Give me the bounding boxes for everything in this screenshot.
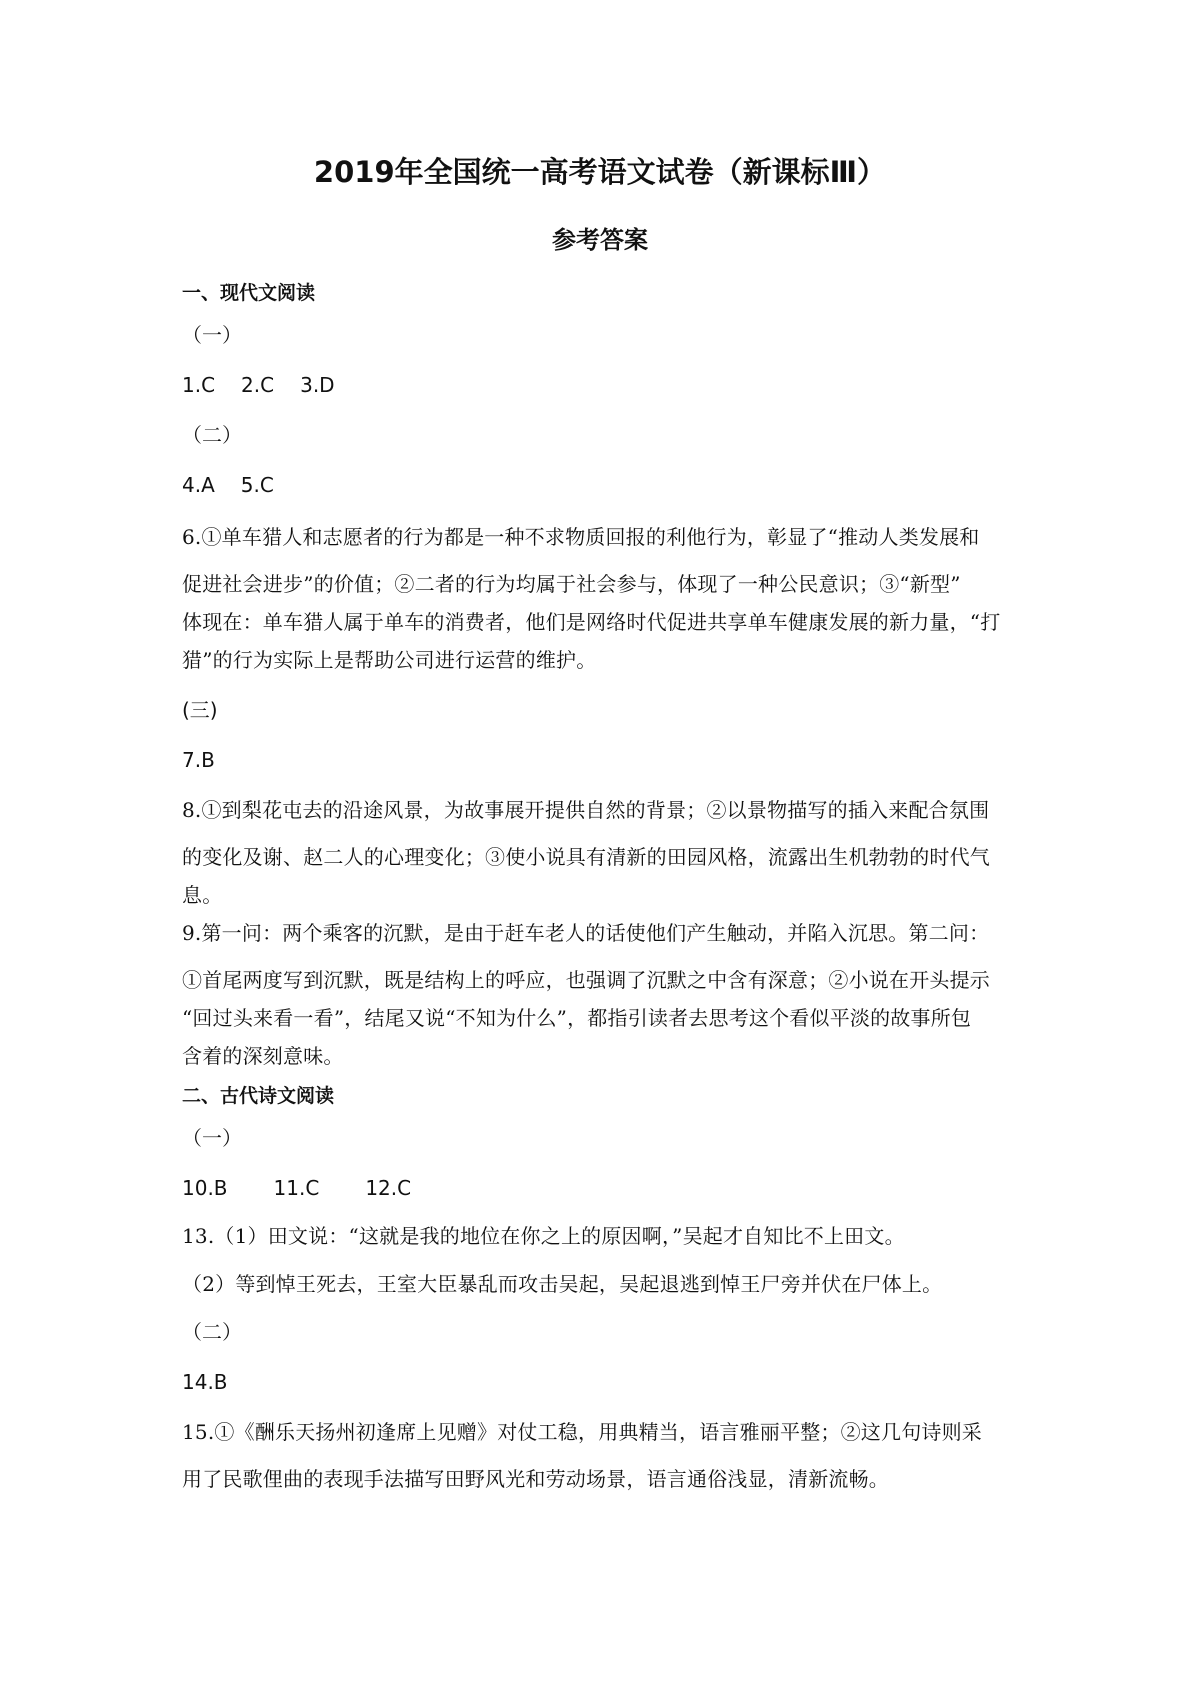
answer-item: 1.C	[182, 373, 216, 397]
paragraph-line: 促进社会进步”的价值；②二者的行为均属于社会参与，体现了一种公民意识；③“新型”	[182, 572, 961, 596]
paragraph-line: 9.第一问：两个乘客的沉默，是由于赶车老人的话使他们产生触动，并陷入沉思。第二问：	[182, 921, 990, 945]
answer-q13-1: 13.（1）田文说：“这就是我的地位在你之上的原因啊，”吴起才自知比不上田文。	[182, 1224, 905, 1248]
answer-row-4-5	[182, 470, 1022, 500]
answer-q6	[182, 522, 1022, 675]
answer-item: 12.C	[365, 1176, 412, 1200]
paragraph-line: 用了民歌俚曲的表现手法描写田野风光和劳动场景，语言通俗浅显，清新流畅。	[182, 1467, 889, 1491]
paragraph-line: 含着的深刻意味。	[182, 1044, 344, 1068]
answer-row-1-3	[182, 370, 1022, 400]
answer-item: 11.C	[273, 1176, 320, 1200]
part-label-1: （一）	[182, 1126, 242, 1150]
paragraph-line: “回过头来看一看”，结尾又说“不知为什么”，都指引读者去思考这个看似平淡的故事所包	[182, 1006, 972, 1030]
page-title: 2019年全国统一高考语文试卷（新课标Ⅲ）	[313, 155, 887, 189]
part-label-3: (三)	[182, 698, 218, 722]
answer-q7: 7.B	[182, 748, 215, 772]
answer-content	[182, 278, 1022, 1494]
paragraph-line: 体现在：单车猎人属于单车的消费者，他们是网络时代促进共享单车健康发展的新力量，“打	[182, 610, 1001, 634]
answer-q15	[182, 1417, 1022, 1494]
answer-q8	[182, 795, 1022, 910]
paragraph-line: 8.①到梨花屯去的沿途风景，为故事展开提供自然的背景；②以景物描写的插入来配合氛围	[182, 798, 990, 822]
answer-item: 3.D	[300, 373, 335, 397]
section-heading-modern-reading: 一、现代文阅读	[182, 282, 316, 304]
answer-row-10-12	[182, 1173, 1022, 1203]
answer-q9	[182, 918, 1022, 1071]
section-heading-classical-reading: 二、古代诗文阅读	[182, 1085, 335, 1107]
part-label-2: （二）	[182, 423, 242, 447]
paragraph-line: 15.①《酬乐天扬州初逢席上见赠》对仗工稳，用典精当，语言雅丽平整；②这几句诗则采	[182, 1420, 983, 1444]
paragraph-line: 猎”的行为实际上是帮助公司进行运营的维护。	[182, 648, 597, 672]
part-label-1: （一）	[182, 323, 242, 347]
paragraph-line: 6.①单车猎人和志愿者的行为都是一种不求物质回报的利他行为，彰显了“推动人类发展和	[182, 525, 980, 549]
paragraph-line: ①首尾两度写到沉默，既是结构上的呼应，也强调了沉默之中含有深意；②小说在开头提示	[182, 968, 990, 992]
answer-item: 4.A	[182, 473, 215, 497]
paragraph-line: 息。	[182, 883, 223, 907]
answer-q13-2: （2）等到悼王死去，王室大臣暴乱而攻击吴起，吴起退逃到悼王尸旁并伏在尸体上。	[182, 1272, 943, 1296]
page-subtitle: 参考答案	[552, 226, 648, 254]
answer-item: 5.C	[240, 473, 274, 497]
answer-item: 2.C	[241, 373, 275, 397]
answer-q14: 14.B	[182, 1370, 228, 1394]
answer-item: 10.B	[182, 1176, 228, 1200]
paragraph-line: 的变化及谢、赵二人的心理变化；③使小说具有清新的田园风格，流露出生机勃勃的时代气	[182, 845, 990, 869]
part-label-2: （二）	[182, 1320, 242, 1344]
